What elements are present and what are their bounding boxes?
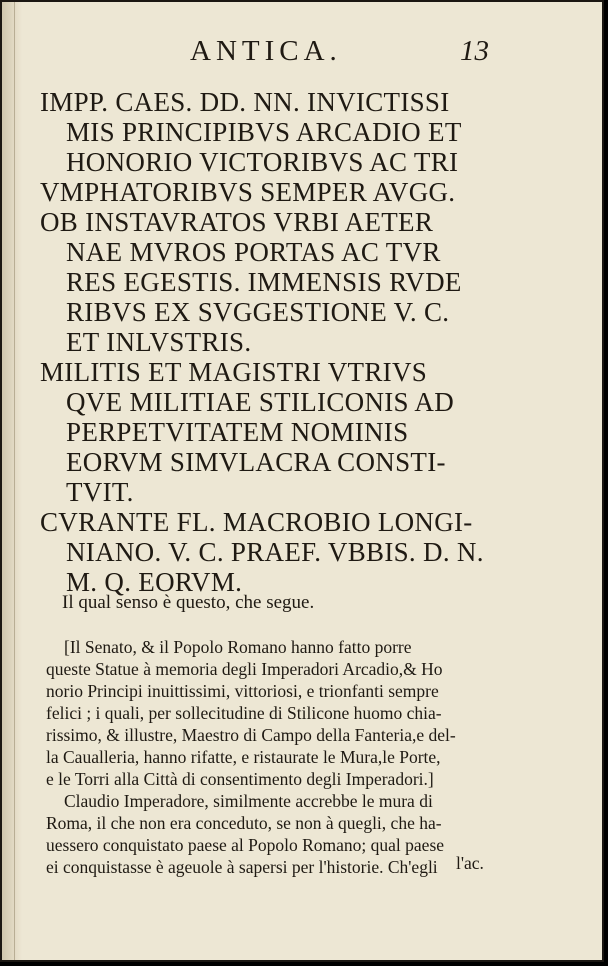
prose-line: la Caualleria, hanno rifatte, e ristaurate le Mura,le Porte,	[46, 747, 441, 767]
prose-line: e le Torri alla Città di consentimento degli Imperadori.]	[46, 769, 434, 789]
inscription-line: NIANO. V. C. PRAEF. VBBIS. D. N.	[66, 537, 484, 567]
inscription-line: TVIT.	[66, 477, 134, 507]
inscription-line: RES EGESTIS. IMMENSIS RVDE	[66, 267, 462, 297]
running-head: ANTICA.	[190, 35, 342, 67]
inscription-line: OB INSTAVRATOS VRBI AETER	[40, 207, 434, 237]
prose-line: Roma, il che non era conceduto, se non à quegli, che ha-	[46, 813, 442, 833]
page-header	[2, 32, 602, 72]
prose-line: [Il Senato, & il Popolo Romano hanno fatto porre	[64, 637, 412, 657]
inscription-line: IMPP. CAES. DD. NN. INVICTISSI	[40, 87, 450, 117]
inscription-line: ET INLVSTRIS.	[66, 327, 252, 357]
prose-line: felici ; i quali, per sollecitudine di Stilicone huomo chia-	[46, 703, 442, 723]
prose-line: rissimo, & illustre, Maestro di Campo della Fanteria,e del-	[46, 725, 456, 745]
inscription-line: CVRANTE FL. MACROBIO LONGI-	[40, 507, 473, 537]
inscription-line: QVE MILITIAE STILICONIS AD	[66, 387, 455, 417]
spine-line	[14, 2, 15, 960]
catchword: l'ac.	[456, 853, 484, 873]
inscription-line: EORVM SIMVLACRA CONSTI-	[66, 447, 446, 477]
prose-line: norio Principi inuittissimi, vittoriosi, e trionfanti sempre	[46, 681, 439, 701]
prose-line: ei conquistasse è ageuole à sapersi per l'historie. Ch'egli	[46, 857, 438, 877]
page-number: 13	[460, 35, 489, 67]
inscription-line: NAE MVROS PORTAS AC TVR	[66, 237, 441, 267]
inscription-line: MILITIS ET MAGISTRI VTRIVS	[40, 357, 428, 387]
intro-sentence: Il qual senso è questo, che segue.	[62, 592, 315, 613]
prose-line: uessero conquistato paese al Popolo Romano; qual paese	[46, 835, 445, 855]
inscription-line: HONORIO VICTORIBVS AC TRI	[66, 147, 459, 177]
inscription-line: MIS PRINCIPIBVS ARCADIO ET	[66, 117, 462, 147]
page-gutter	[2, 2, 22, 960]
prose-line: queste Statue à memoria degli Imperadori Arcadio,& Ho	[46, 659, 443, 679]
prose-line: Claudio Imperadore, similmente accrebbe le mura di	[64, 791, 433, 811]
inscription-line: VMPHATORIBVS SEMPER AVGG.	[40, 177, 456, 207]
inscription-line: M. Q. EORVM.	[66, 567, 243, 597]
inscription-line: PERPETVITATEM NOMINIS	[66, 417, 409, 447]
inscription-line: RIBVS EX SVGGESTIONE V. C.	[66, 297, 450, 327]
